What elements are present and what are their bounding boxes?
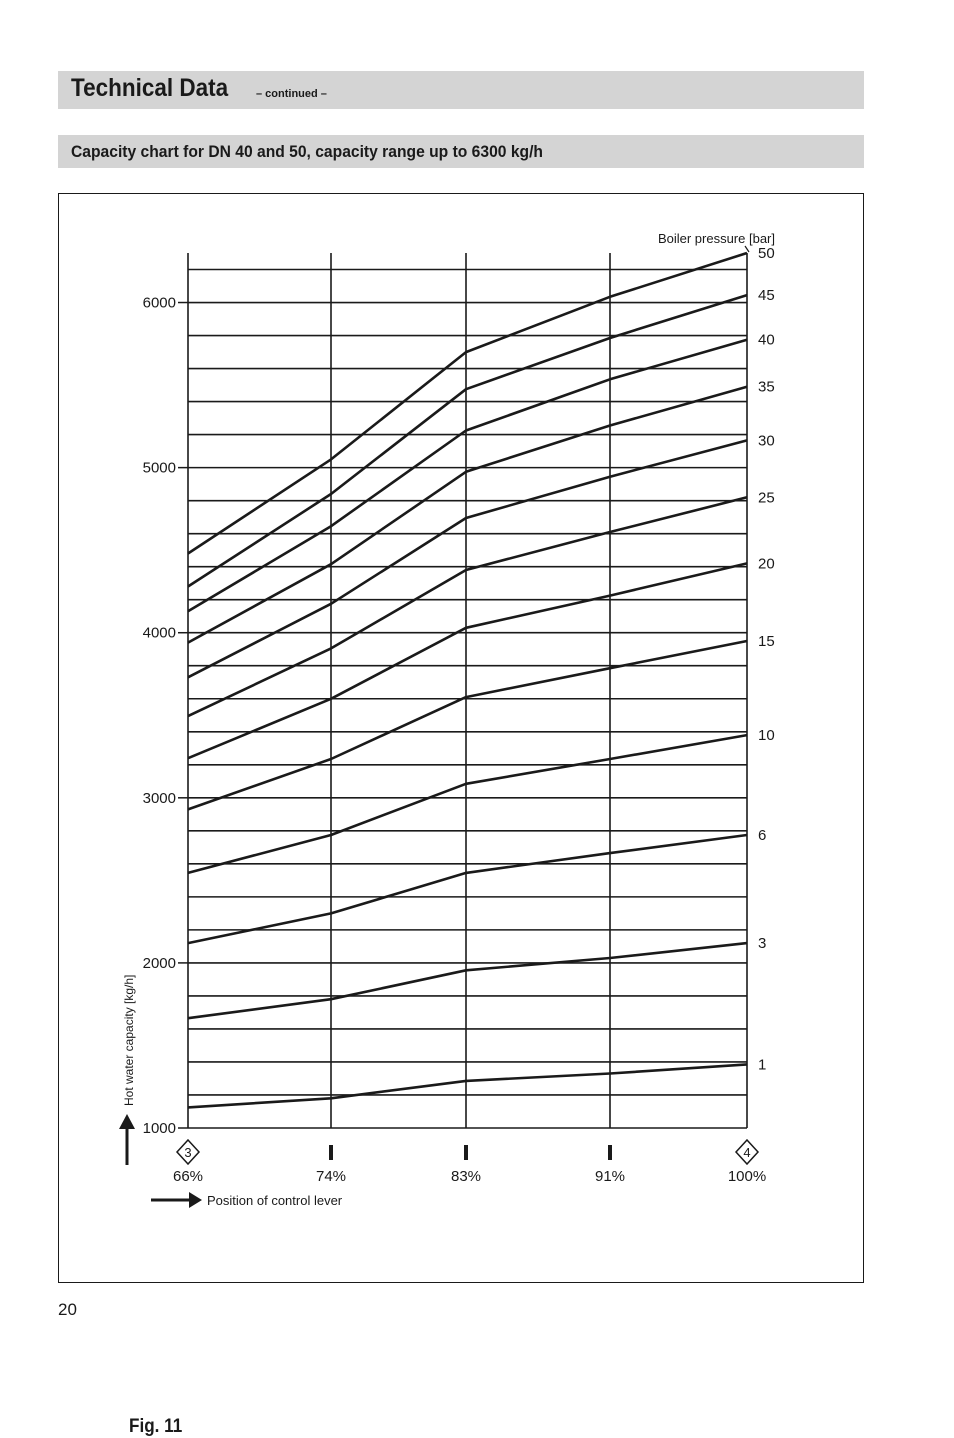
series-line-3 [188, 943, 747, 1018]
series-label-1: 1 [758, 1056, 767, 1074]
lever-tick [464, 1145, 468, 1160]
series-line-25 [188, 497, 747, 716]
header-band [58, 71, 864, 109]
section-band [58, 135, 864, 168]
series-label-50: 50 [758, 245, 775, 262]
page-subtitle: – continued – [256, 88, 327, 100]
series-line-10 [188, 735, 747, 873]
y-tick-label: 2000 [142, 954, 176, 972]
series-label-15: 15 [758, 632, 775, 650]
series-label-30: 30 [758, 432, 775, 450]
x-axis-arrow-head [189, 1192, 202, 1208]
series-label-6: 6 [758, 826, 767, 844]
series-line-50 [188, 253, 747, 554]
series-label-3: 3 [758, 935, 767, 953]
x-tick-label: 100% [727, 1168, 767, 1185]
y-tick-label: 6000 [142, 294, 176, 312]
x-tick-label: 83% [450, 1168, 482, 1185]
y-tick-label: 1000 [142, 1120, 176, 1137]
series-line-1 [188, 1064, 747, 1107]
y-axis-arrow-head [119, 1114, 135, 1129]
series-label-35: 35 [758, 378, 775, 396]
x-axis-label: Position of control lever [207, 1193, 343, 1208]
capacity-chart [59, 194, 863, 1282]
y-axis-label: Hot water capacity [kg/h] [122, 974, 136, 1106]
series-label-45: 45 [758, 287, 775, 305]
series-line-45 [188, 295, 747, 586]
page-number: 20 [58, 1300, 77, 1319]
series-label-10: 10 [758, 727, 775, 745]
lever-marker-label-4: 4 [743, 1145, 751, 1160]
series-line-35 [188, 387, 747, 643]
series-line-20 [188, 563, 747, 758]
x-tick-label: 66% [172, 1168, 204, 1185]
series-label-20: 20 [758, 555, 775, 573]
y-tick-label: 4000 [142, 624, 176, 642]
lever-tick [329, 1145, 333, 1160]
figure-label: Fig. 11 [129, 1416, 183, 1437]
series-label-25: 25 [758, 489, 775, 507]
x-tick-label: 74% [315, 1168, 347, 1185]
lever-tick [608, 1145, 612, 1160]
y-tick-label: 3000 [142, 789, 176, 807]
section-title: Capacity chart for DN 40 and 50, capacity range up to 6300 kg/h [71, 142, 543, 161]
lever-marker-label-3: 3 [184, 1145, 192, 1160]
series-label-40: 40 [758, 331, 775, 349]
x-tick-label: 91% [594, 1168, 626, 1185]
y-tick-label: 5000 [142, 459, 176, 477]
page-title: Technical Data [71, 74, 229, 102]
legend-title-tick [745, 246, 749, 252]
figure-frame [58, 193, 864, 1437]
legend-title: Boiler pressure [bar] [657, 231, 775, 246]
series-line-30 [188, 440, 747, 677]
